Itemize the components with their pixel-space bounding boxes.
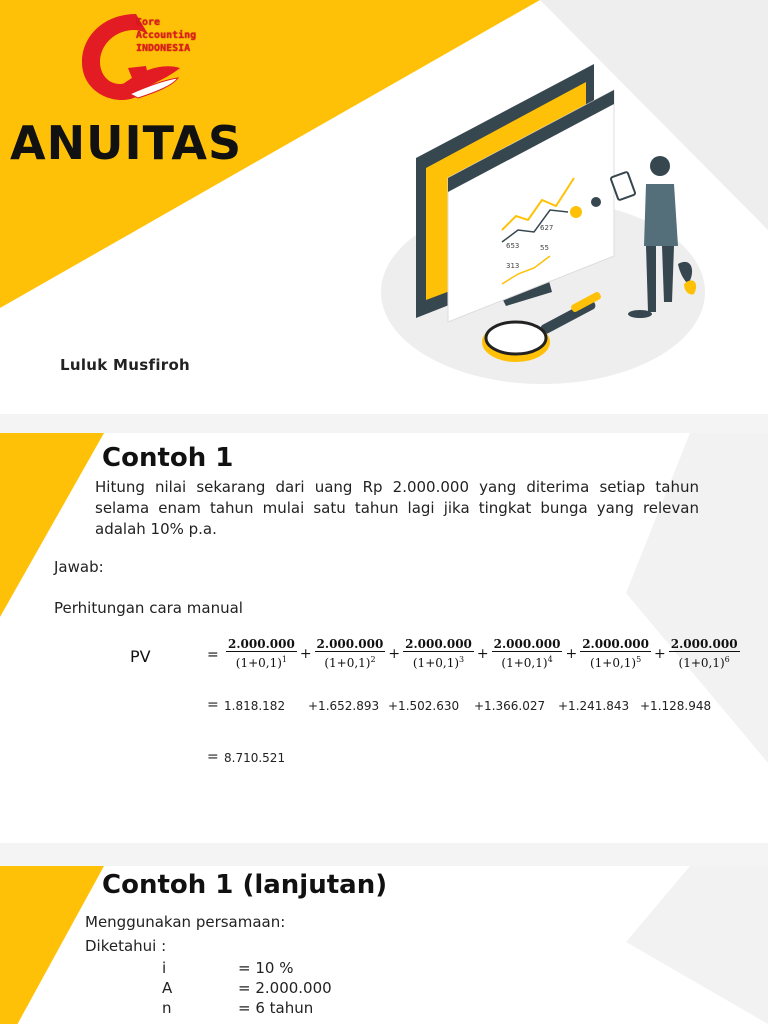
company-logo [76,6,236,102]
known-value-n: = 6 tahun [238,999,314,1017]
slide-gap [0,414,768,433]
title-slide [0,0,768,414]
example-slide [0,433,768,843]
svg-text:313: 313 [506,262,520,270]
pv-formula [226,637,740,670]
svg-text:627: 627 [540,224,554,232]
known-symbol-a: A [162,979,173,997]
continuation-heading: Contoh 1 (lanjutan) [102,870,388,900]
dashboard-illustration [378,60,718,390]
term-5: $\frac{2.000.000}{(1+0,1)^5}$ [582,637,649,670]
term-1: $\frac{2.000.000}{(1+0,1)^1}$ [228,637,295,670]
values-equals: = [207,697,219,713]
value-6: +1.128.948 [640,699,712,713]
example-heading: Contoh 1 [102,443,234,473]
total-equals: = [207,749,219,765]
value-1: 1.818.182 [224,699,286,713]
svg-text:653: 653 [506,242,520,250]
pv-equals: = [207,647,219,663]
continuation-slide [0,866,768,1024]
value-2: +1.652.893 [308,699,380,713]
plus-sign: + [654,645,666,662]
value-3: +1.502.630 [388,699,460,713]
value-4: +1.366.027 [474,699,546,713]
plus-sign: + [299,645,312,662]
slide-gap [0,843,768,866]
known-symbol-i: i [162,959,167,977]
example-question: Hitung nilai sekarang dari uang Rp 2.000.000 yang diterima setiap tahun selama enam tahun mulai satu tahun lagi jika tingkat bunga yang relevan adalah 10% p.a. [95,478,699,538]
plus-sign: + [476,645,489,662]
equation-intro: Menggunakan persamaan: [85,913,286,931]
logo-text-indonesia: INDONESIA [136,43,191,54]
value-5: +1.241.843 [558,699,630,713]
pie-chart-icon [570,206,582,218]
known-label: Diketahui : [85,937,167,955]
known-value-i: = 10 % [238,959,294,977]
pv-total: 8.710.521 [224,751,286,765]
plus-sign: + [388,645,401,662]
author-name: Luluk Musfiroh [60,356,191,374]
pv-label: PV [130,647,151,666]
plus-sign: + [565,645,578,662]
term-2: $\frac{2.000.000}{(1+0,1)^2}$ [316,637,384,670]
method-label: Perhitungan cara manual [54,599,243,617]
known-value-a: = 2.000.000 [238,979,332,997]
logo-text-core: Core [136,17,161,28]
answer-label: Jawab: [54,558,104,576]
svg-text:55: 55 [540,244,549,252]
term-4: $\frac{2.000.000}{(1+0,1)^4}$ [493,637,561,670]
known-symbol-n: n [162,999,172,1017]
term-3: $\frac{2.000.000}{(1+0,1)^3}$ [405,637,472,670]
slide-title: ANUITAS [10,116,243,170]
logo-text-accounting: Accounting [136,30,197,41]
term-6: $\frac{2.000.000}{(1+0,1)^6}$ [670,637,738,670]
